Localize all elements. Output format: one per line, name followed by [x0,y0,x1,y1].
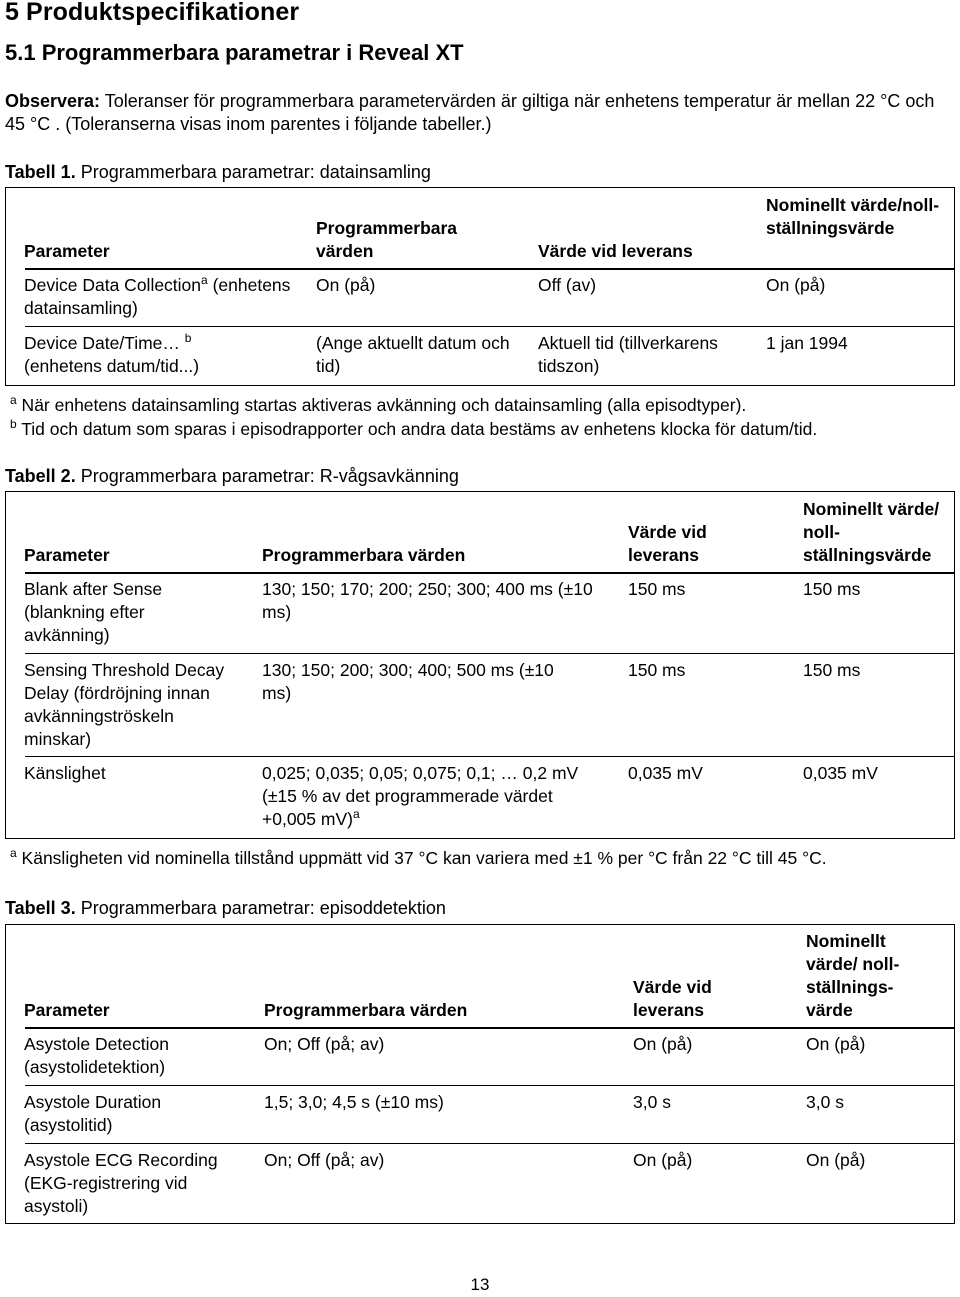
table2-row3-values [262,762,607,831]
note-label: Observera: [5,91,101,111]
table1-footnote-a [10,394,746,417]
table3-caption [5,897,446,920]
table3-row-rule-1 [25,1085,954,1086]
table3-row1-delivery: On (på) [633,1034,693,1054]
table2-header-values: Programmerbara värden [262,545,466,565]
table1-row-rule [25,326,954,327]
table1-row2-nominal: 1 jan 1994 [766,333,848,353]
table2-row2-delivery: 150 ms [628,660,686,680]
table2-caption [5,465,459,488]
page-number: 13 [470,1275,490,1294]
table2-caption-label: Tabell 2. [5,466,76,486]
table3-header-rule [25,1027,954,1029]
table1-header-delivery: Värde vid leverans [538,241,693,261]
table2-row2-values: 130; 150; 200; 300; 400; 500 ms (±10 ms) [262,660,554,703]
table1-header-nominal: Nominellt värde/noll-ställningsvärde [766,195,940,238]
table2-row1-nominal: 150 ms [803,579,861,599]
table2-caption-text: Programmerbara parametrar: R-vågsavkänning [75,466,459,486]
table2 [5,491,955,839]
table1 [5,187,955,386]
subsection-title: 5.1 Programmerbara parametrar i Reveal XT [5,40,464,65]
table2-row1-delivery: 150 ms [628,579,686,599]
table3-row2-delivery: 3,0 s [633,1092,671,1112]
table2-row3-delivery: 0,035 mV [628,763,703,783]
table1-footnote-b [10,418,817,441]
table2-header-delivery: Värde vid leverans [628,522,707,565]
table2-row1-values: 130; 150; 170; 200; 250; 300; 400 ms (±10 ms) [262,579,593,622]
table1-row2-delivery: Aktuell tid (tillverkarens tidszon) [538,333,718,376]
table3-caption-text: Programmerbara parametrar: episoddetektion [75,898,446,918]
table1-row2-parameter-name: Device Date/Time… [24,333,185,353]
table3-header-values: Programmerbara värden [264,1000,468,1020]
table3-row1-parameter: Asystole Detection (asystolidetektion) [24,1034,169,1077]
table1-footnote-a-text: När enhetens datainsamling startas aktiveras avkänning och datainsamling (alla episodtyper). [16,395,747,415]
table1-caption [5,161,431,184]
table3-row3-values: On; Off (på; av) [264,1150,385,1170]
table2-row2-parameter: Sensing Threshold Decay Delay (fördröjning innan avkänningströskeln minskar) [24,660,225,749]
table3-header-nominal: Nominellt värde/ noll-ställnings-värde [806,931,900,1020]
table1-row2-parameter [24,332,264,378]
table2-header-nominal: Nominellt värde/ noll-ställningsvärde [803,499,940,565]
table1-row1-footnote-mark: a [201,273,208,287]
tolerance-note [5,90,957,136]
table3-caption-label: Tabell 3. [5,898,76,918]
table1-header-parameter: Parameter [24,241,110,261]
table1-header-values: Programmerbara värden [316,218,458,261]
table1-caption-label: Tabell 1. [5,162,76,182]
table2-row3-nominal: 0,035 mV [803,763,878,783]
table3-header-parameter: Parameter [24,1000,110,1020]
table1-footnote-b-text: Tid och datum som sparas i episodrapporter och andra data bestäms av enhetens klocka för datum/tid. [16,419,818,439]
table2-row1-parameter: Blank after Sense (blankning efter avkänning) [24,579,163,645]
note-text: Toleranser för programmerbara parametervärden är giltiga när enhetens temperatur är mellan 22 °C och 45 °C . (Toleranserna visas inom parentes i följande tabeller.) [5,91,935,134]
table3-row1-values: On; Off (på; av) [264,1034,385,1054]
table2-row3-footnote-mark: a [352,807,360,821]
table1-row2-parameter-desc: (enhetens datum/tid...) [24,356,200,376]
table2-row3-values-text: 0,025; 0,035; 0,05; 0,075; 0,1; … 0,2 mV (±15 % av det programmerade värdet +0,005 mV) [262,763,579,829]
table1-row2-footnote-mark: b [184,331,192,345]
table3-row2-nominal: 3,0 s [806,1092,844,1112]
section-title: 5 Produktspecifikationer [5,0,300,26]
table1-row1-values: On (på) [316,275,376,295]
table2-header-parameter: Parameter [24,545,110,565]
table2-footnote-a [10,847,827,870]
table2-row3-parameter: Känslighet [24,763,106,783]
table1-row1-parameter-desc: (enhetens datainsamling) [24,275,291,318]
table3-row3-nominal: On (på) [806,1150,866,1170]
table3-row-rule-2 [25,1143,954,1144]
table1-row1-delivery: Off (av) [538,275,597,295]
table3-row2-parameter: Asystole Duration (asystolitid) [24,1092,162,1135]
table3-row3-delivery: On (på) [633,1150,693,1170]
table1-row1-parameter-name: Device Data Collection [24,275,202,295]
table1-footnote-b-mark: b [10,417,17,431]
table2-row2-nominal: 150 ms [803,660,861,680]
table2-header-rule [25,572,954,574]
table2-row-rule-1 [25,653,954,654]
table1-row1-parameter [24,274,294,320]
table3-row2-values: 1,5; 3,0; 4,5 s (±10 ms) [264,1092,444,1112]
table3-row1-nominal: On (på) [806,1034,866,1054]
table3-row3-parameter: Asystole ECG Recording (EKG-registrering vid asystoli) [24,1150,218,1216]
table1-row1-nominal: On (på) [766,275,826,295]
table2-row-rule-2 [25,756,954,757]
table2-footnote-a-mark: a [10,846,17,860]
table1-caption-text: Programmerbara parametrar: datainsamling [75,162,431,182]
table1-footnote-a-mark: a [10,393,17,407]
table3 [5,924,955,1224]
table2-footnote-a-text: Känsligheten vid nominella tillstånd uppmätt vid 37 °C kan variera med ±1 % per °C från 22 °C till 45 °C. [16,848,827,868]
table1-row2-values: (Ange aktuellt datum och tid) [316,333,510,376]
table3-header-delivery: Värde vid leverans [633,977,712,1020]
table1-header-rule [25,268,954,270]
